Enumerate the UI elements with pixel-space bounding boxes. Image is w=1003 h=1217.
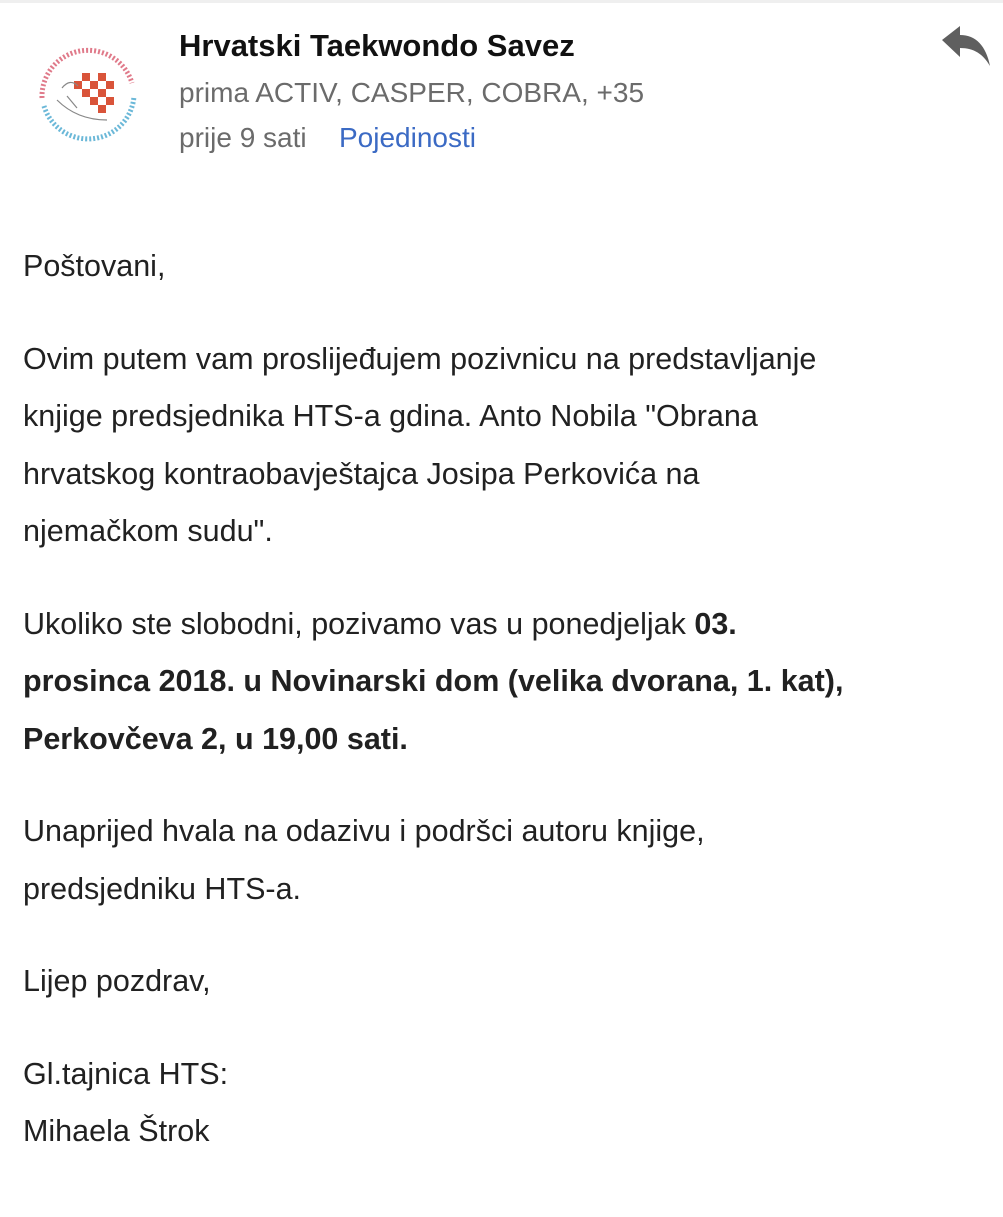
recipients: prima ACTIV, CASPER, COBRA, +35: [179, 77, 645, 108]
paragraph-thanks: [23, 803, 993, 918]
reply-icon: [938, 22, 994, 72]
signature: [23, 1046, 993, 1161]
federation-logo-icon: [22, 28, 152, 158]
body-line: hrvatskog kontraobavještajca Josipa Perkovića na: [23, 456, 700, 491]
body-line: knjige predsjednika HTS-a gdina. Anto Nobila "Obrana: [23, 399, 758, 433]
body-line: predsjedniku HTS-a.: [23, 871, 302, 906]
greeting: Poštovani,: [23, 249, 166, 283]
closing: Lijep pozdrav,: [23, 964, 211, 998]
signature-title: Gl.tajnica HTS:: [23, 1056, 229, 1091]
paragraph-event-details: [23, 596, 993, 769]
top-divider: [0, 0, 1003, 3]
body-line: Unaprijed hvala na odazivu i podršci autoru knjige,: [23, 814, 705, 848]
signature-name: Mihaela Štrok: [23, 1114, 210, 1148]
event-venue-bold: prosinca 2018. u Novinarski dom (velika dvorana, 1. kat),: [23, 664, 844, 698]
paragraph-invitation: [23, 331, 993, 561]
sender-avatar-logo[interactable]: [22, 28, 152, 158]
body-text: Ukoliko ste slobodni, pozivamo vas u ponedjeljak: [23, 606, 695, 641]
timestamp: prije 9 sati: [179, 122, 307, 153]
reply-button[interactable]: [938, 22, 994, 72]
event-address-bold: Perkovčeva 2, u 19,00 sati.: [23, 721, 408, 756]
body-line: Ovim putem vam proslijeđujem pozivnicu na predstavljanje: [23, 341, 817, 376]
email-body: [23, 238, 993, 1196]
event-date-bold: 03.: [694, 606, 737, 641]
details-link[interactable]: Pojedinosti: [339, 122, 476, 153]
body-line: njemačkom sudu".: [23, 514, 273, 548]
sender-name: Hrvatski Taekwondo Savez: [179, 28, 575, 63]
